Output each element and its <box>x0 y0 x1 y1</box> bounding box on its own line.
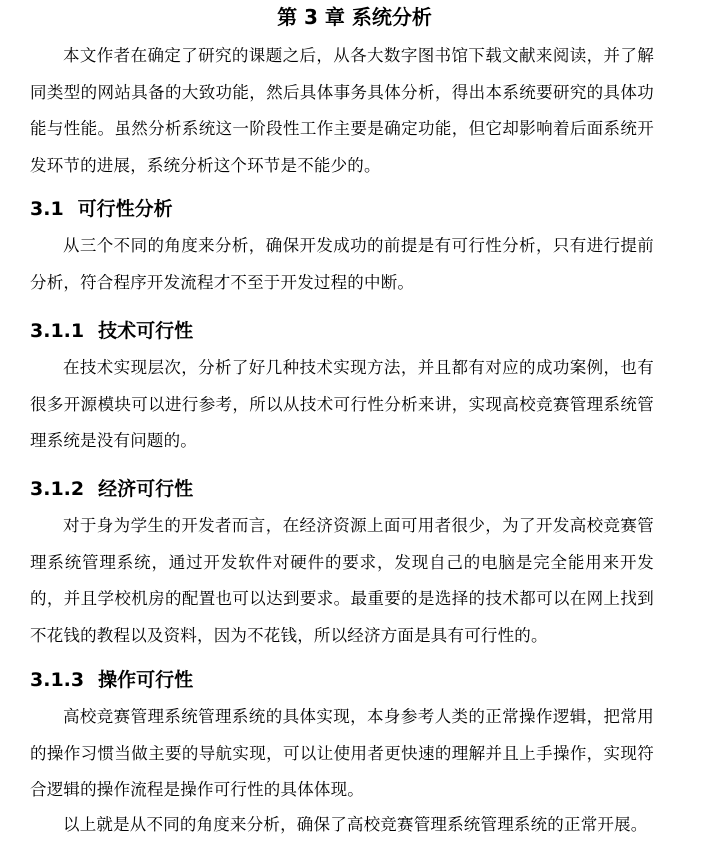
section-paragraph-3-1-2: 对于身为学生的开发者而言，在经济资源上面可用者很少，为了开发高校竞赛管理系统管理系统，通过开发软件对硬件的要求，发现自己的电脑是完全能用来开发的，并且学校机房的配置也可以达到要求。最重要的是选择的技术都可以在网上找到不花钱的教程以及资料，因为不花钱，所以经济方面是具有可行性的。 <box>30 516 654 645</box>
section-heading-3-1 <box>30 196 173 222</box>
section-title: 可行性分析 <box>77 198 173 220</box>
section-title: 经济可行性 <box>98 478 194 500</box>
chapter-title: 第 3 章 系统分析 <box>277 5 432 29</box>
section-title: 技术可行性 <box>98 320 194 342</box>
section-number: 3.1.2 <box>30 478 85 500</box>
section-number: 3.1.1 <box>30 320 85 342</box>
closing-paragraph: 以上就是从不同的角度来分析，确保了高校竞赛管理系统管理系统的正常开展。 <box>63 815 648 834</box>
intro-paragraph: 本文作者在确定了研究的课题之后，从各大数字图书馆下载文献来阅读，并了解同类型的网站具备的大致功能，然后具体事务具体分析，得出本系统要研究的具体功能与性能。虽然分析系统这一阶段性工作主要是确定功能，但它却影响着后面系统开发环节的进展，系统分析这个环节是不能少的。 <box>30 46 654 175</box>
section-number: 3.1 <box>30 198 64 220</box>
section-paragraph-3-1-1: 在技术实现层次，分析了好几种技术实现方法，并且都有对应的成功案例，也有很多开源模块可以进行参考，所以从技术可行性分析来讲，实现高校竞赛管理系统管理系统是没有问题的。 <box>30 358 654 450</box>
section-heading-3-1-1 <box>30 318 193 344</box>
section-paragraph-3-1-3: 高校竞赛管理系统管理系统的具体实现，本身参考人类的正常操作逻辑，把常用的操作习惯当做主要的导航实现，可以让使用者更快速的理解并且上手操作，实现符合逻辑的操作流程是操作可行性的具体体现。 <box>30 707 654 799</box>
section-title: 操作可行性 <box>98 669 194 691</box>
section-heading-3-1-2 <box>30 476 193 502</box>
section-heading-3-1-3 <box>30 667 193 693</box>
section-paragraph-3-1: 从三个不同的角度来分析，确保开发成功的前提是有可行性分析，只有进行提前分析，符合程序开发流程才不至于开发过程的中断。 <box>30 236 654 292</box>
section-number: 3.1.3 <box>30 669 85 691</box>
